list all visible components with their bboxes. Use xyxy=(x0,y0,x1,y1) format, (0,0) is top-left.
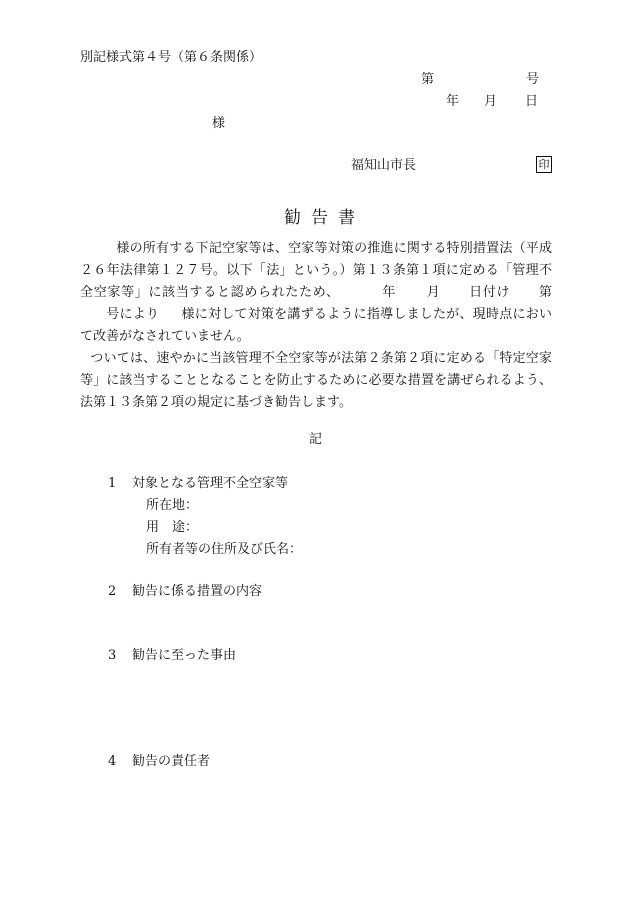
para1-text-a: 様の所有する下記空家等は、空家等対策の推進に関する特別措置法（平成２６年法律第１２７号。以下「法」という。）第１３条第１項に定める「管理不全空家等」に該当すると認められたため、 xyxy=(80,241,552,300)
addressee-suffix: 様 xyxy=(212,116,226,131)
issuer-name: 福知山市長 xyxy=(351,158,417,173)
document-number-prefix: 第 xyxy=(421,72,435,87)
para1-date: 日付け xyxy=(468,285,511,300)
item-2-number: 2 xyxy=(108,584,117,599)
item-1-location-label: 所在地： xyxy=(146,498,199,513)
document-title: 勧告書 xyxy=(284,208,365,228)
item-1-use-label: 用 途： xyxy=(146,520,199,535)
item-1-number: 1 xyxy=(108,476,117,491)
para1-year: 年 xyxy=(381,285,397,300)
item-1-owner-label: 所有者等の住所及び氏名： xyxy=(146,542,303,557)
item-3-number: 3 xyxy=(108,648,117,663)
date-year-label: 年 xyxy=(446,94,460,109)
item-3-label: 勧告に至った事由 xyxy=(132,648,237,663)
item-1-label: 対象となる管理不全空家等 xyxy=(132,476,289,491)
form-label: 別記様式第４号（第６条関係） xyxy=(80,50,263,65)
para1-month: 月 xyxy=(426,285,441,300)
seal-box: 印 xyxy=(536,156,552,173)
date-month-label: 月 xyxy=(484,94,498,109)
ki-heading: 記 xyxy=(309,432,323,447)
item-4-number: 4 xyxy=(108,754,117,769)
para1-text-c: 様に対して対策を講ずるように指導しましたが、現時点において改善がなされていません。 xyxy=(80,307,552,344)
item-2-label: 勧告に係る措置の内容 xyxy=(132,584,263,599)
date-day-label: 日 xyxy=(525,94,539,109)
body-paragraph-2: ついては、速やかに当該管理不全空家等が法第２条第２項に定める「特定空家等」に該当することとなることを防止するために必要な措置を講ぜられるよう、法第１３条第２項の規定に基づき勧告します。 xyxy=(80,351,552,410)
body-paragraph-1 xyxy=(80,238,552,348)
para1-text-b: 号により xyxy=(106,307,160,322)
para1-number-prefix: 第 xyxy=(538,285,552,300)
document-number-suffix: 号 xyxy=(526,72,540,87)
item-4-label: 勧告の責任者 xyxy=(132,754,211,769)
seal-mark xyxy=(536,156,552,173)
